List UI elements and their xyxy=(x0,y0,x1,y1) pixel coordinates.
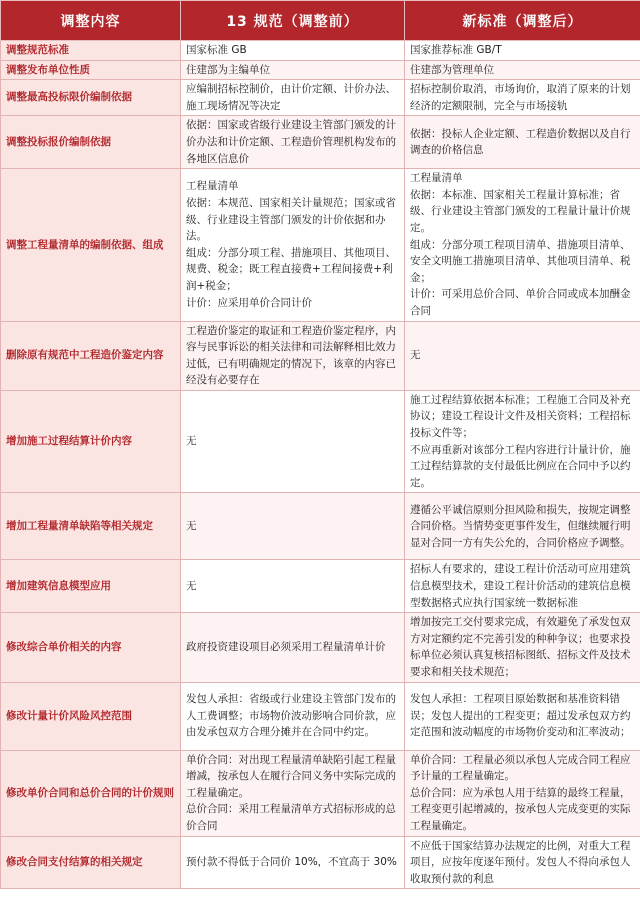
table-row xyxy=(1,682,640,750)
cell-text: 招标控制价取消，市场询价，取消了原来的计划经济的定额限制，完全与市场接轨 xyxy=(410,83,631,112)
before-cell xyxy=(181,321,405,390)
after-cell xyxy=(405,60,640,80)
cell-text: 不应再重新对该部分工程内容进行计量计价，施工过程结算款的支付最低比例应在合同中予以约定。 xyxy=(410,443,631,489)
cell-text: 国家推荐标准 GB/T xyxy=(410,44,502,56)
after-cell xyxy=(405,493,640,560)
header-before: 13 规范（调整前） xyxy=(181,1,405,41)
table-row xyxy=(1,60,640,80)
header-adjustment: 调整内容 xyxy=(1,1,181,41)
cell-text: 单价合同：对出现工程量清单缺陷引起工程量增减，按承包人在履行合同义务中实际完成的工程量确定。 xyxy=(186,753,396,799)
table-row xyxy=(1,560,640,613)
row-label: 调整工程量清单的编制依据、组成 xyxy=(1,169,181,321)
table-row xyxy=(1,390,640,493)
table-row xyxy=(1,836,640,889)
cell-text: 政府投资建设项目必须采用工程量清单计价 xyxy=(186,641,386,654)
row-label: 调整发布单位性质 xyxy=(1,60,181,80)
cell-text: 总价合同：采用工程量清单方式招标形成的总价合同 xyxy=(186,803,396,832)
cell-text: 组成：分部分项工程项目清单、措施项目清单、安全文明施工措施项目清单、其他项目清单、税金； xyxy=(410,238,631,284)
cell-text: 无 xyxy=(186,580,197,593)
table-row xyxy=(1,41,640,61)
table-row xyxy=(1,80,640,116)
after-cell xyxy=(405,836,640,889)
row-label: 增加工程量清单缺陷等相关规定 xyxy=(1,493,181,560)
cell-text: 国家标准 GB xyxy=(186,44,247,56)
after-cell xyxy=(405,390,640,493)
cell-text: 住建部为管理单位 xyxy=(410,63,494,76)
before-cell xyxy=(181,493,405,560)
cell-text: 招标人有要求的，建设工程计价活动可应用建筑信息模型技术，建设工程计价活动的建筑信息模型数据格式应执行国家统一数据标准 xyxy=(410,563,631,609)
after-cell xyxy=(405,321,640,390)
row-label: 调整投标报价编制依据 xyxy=(1,116,181,169)
before-cell xyxy=(181,750,405,836)
after-cell xyxy=(405,613,640,682)
cell-text: 施工过程结算依据本标准；工程施工合同及补充协议；建设工程设计文件及相关资料；工程招标投标文件等； xyxy=(410,393,631,440)
cell-text: 发包人承担：省级或行业建设主管部门发布的人工费调整；市场物价波动影响合同价款，应由发承包双方合理分摊并在合同中约定。 xyxy=(186,693,396,739)
after-cell xyxy=(405,560,640,613)
before-cell xyxy=(181,390,405,493)
row-label: 增加施工过程结算计价内容 xyxy=(1,390,181,493)
before-cell xyxy=(181,60,405,80)
before-cell xyxy=(181,560,405,613)
before-cell xyxy=(181,169,405,321)
header-after: 新标准（调整后） xyxy=(405,1,640,41)
row-label: 修改计量计价风险风控范围 xyxy=(1,682,181,750)
row-label: 调整规范标准 xyxy=(1,41,181,61)
cell-text: 预付款不得低于合同价 10%，不宜高于 30% xyxy=(186,856,397,869)
row-label: 增加建筑信息模型应用 xyxy=(1,560,181,613)
after-cell xyxy=(405,80,640,116)
header-row xyxy=(1,1,640,41)
cell-text: 无 xyxy=(186,435,197,448)
after-cell xyxy=(405,116,640,169)
before-cell xyxy=(181,613,405,682)
cell-text: 工程量清单 xyxy=(186,180,239,193)
before-cell xyxy=(181,682,405,750)
cell-text: 无 xyxy=(186,520,197,533)
table-row xyxy=(1,493,640,560)
before-cell xyxy=(181,836,405,889)
table-row xyxy=(1,613,640,682)
cell-text: 组成：分部分项工程、措施项目、其他项目、规费、税金；既工程直接费+工程间接费+利润+税金； xyxy=(186,246,396,293)
cell-text: 依据：国家或省级行业建设主管部门颁发的计价办法和计价定额、工程造价管理机构发布的各地区信息价 xyxy=(186,119,396,165)
cell-text: 总价合同：应为承包人用于结算的最终工程量，工程变更引起增减的，按承包人完成变更的实际工程量确定。 xyxy=(410,786,631,832)
cell-text: 依据：本标准、国家相关工程量计算标准；省级、行业建设主管部门颁发的工程量计量计价规定。 xyxy=(410,188,631,234)
before-cell xyxy=(181,41,405,61)
cell-text: 应编制招标控制价，由计价定额、计价办法、施工现场情况等决定 xyxy=(186,83,396,112)
cell-text: 增加按完工交付要求完成，有效避免了承发包双方对定额约定不完善引发的种种争议；也要求投标单位必须认真复核招标图纸、招标文件及技术要求和相关技术规范； xyxy=(410,616,631,678)
after-cell xyxy=(405,169,640,321)
cell-text: 不应低于国家结算办法规定的比例，对重大工程项目，应按年度逐年预付。发包人不得向承包人收取预付款的利息 xyxy=(410,839,631,885)
row-label: 调整最高投标限价编制依据 xyxy=(1,80,181,116)
cell-text: 计价：可采用总价合同、单价合同或成本加酬金合同 xyxy=(410,288,631,317)
cell-text: 依据：本规范、国家相关计量规范；国家或省级、行业建设主管部门颁发的计价依据和办法。 xyxy=(186,197,396,243)
before-cell xyxy=(181,80,405,116)
cell-text: 住建部为主编单位 xyxy=(186,63,270,76)
cell-text: 计价：应采用单价合同计价 xyxy=(186,296,312,309)
cell-text: 发包人承担：工程项目原始数据和基准资料错误；发包人提出的工程变更；超过发承包双方约定范围和波动幅度的市场物价变动和汇率波动； xyxy=(410,693,631,739)
cell-text: 单价合同：工程量必须以承包人完成合同工程应予计量的工程量确定。 xyxy=(410,753,631,783)
cell-text: 工程量清单 xyxy=(410,172,463,185)
table-row xyxy=(1,750,640,836)
cell-text: 遵循公平诚信原则分担风险和损失，按规定调整合同价格。当情势变更事件发生，但继续履行明显对合同一方有失公允的，合同价格应予调整。 xyxy=(410,503,631,549)
row-label: 修改合同支付结算的相关规定 xyxy=(1,836,181,889)
cell-text: 无 xyxy=(410,349,421,362)
table-row xyxy=(1,169,640,321)
cell-text: 依据：投标人企业定额、工程造价数据以及自行调查的价格信息 xyxy=(410,127,631,157)
table-row xyxy=(1,321,640,390)
cell-text: 工程造价鉴定的取证和工程造价鉴定程序，内容与民事诉讼的相关法律和司法解释相比效力过低，已有明确规定的情况下，该章的内容已经没有必要存在 xyxy=(186,324,396,387)
after-cell xyxy=(405,750,640,836)
row-label: 修改综合单价相关的内容 xyxy=(1,613,181,682)
table-row xyxy=(1,116,640,169)
before-cell xyxy=(181,116,405,169)
row-label: 删除原有规范中工程造价鉴定内容 xyxy=(1,321,181,390)
after-cell xyxy=(405,682,640,750)
row-label: 修改单价合同和总价合同的计价规则 xyxy=(1,750,181,836)
after-cell xyxy=(405,41,640,61)
